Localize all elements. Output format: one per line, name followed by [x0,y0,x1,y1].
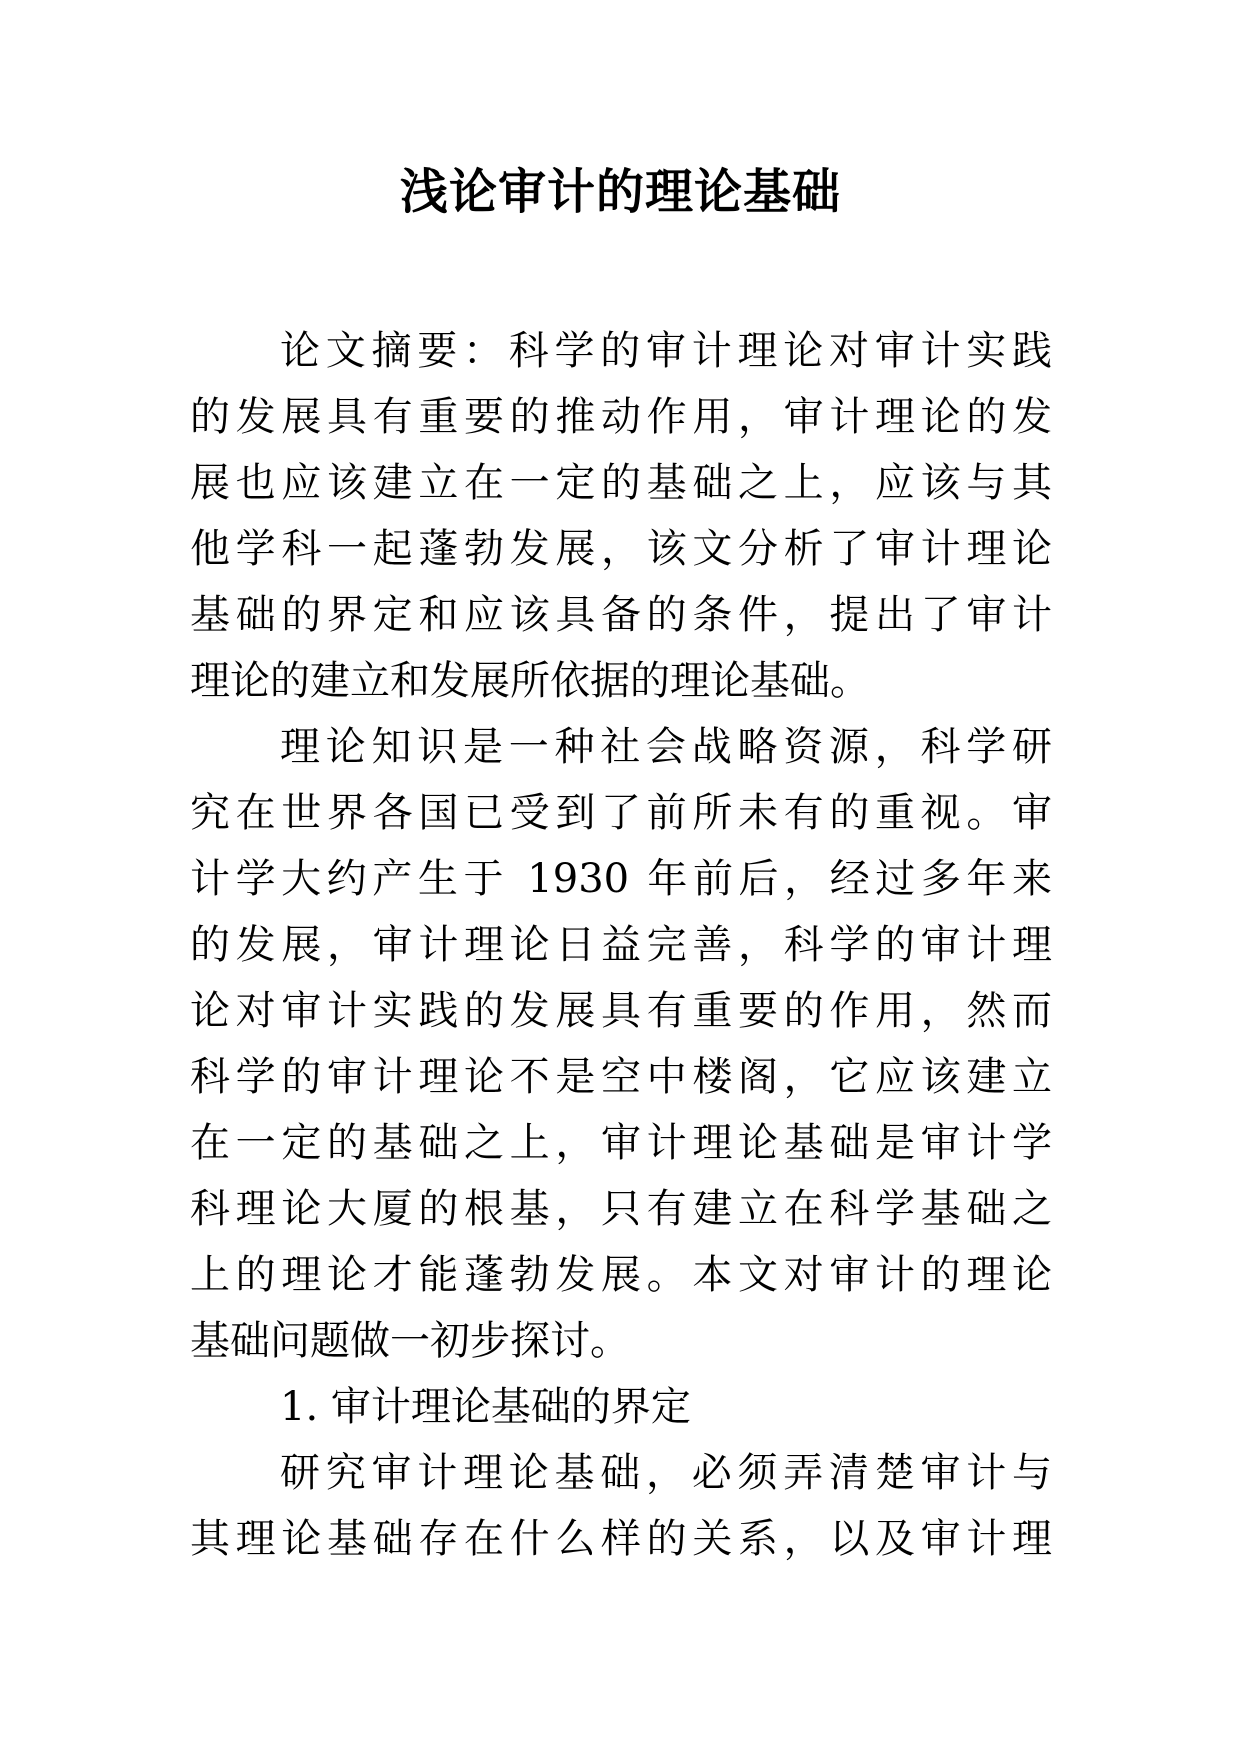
body-line: 计学大约产生于 1930 年前后，经过多年来 [190,856,1052,902]
body-line: 他学科一起蓬勃发展，该文分析了审计理论 [190,526,1052,572]
body-line: 论文摘要：科学的审计理论对审计实践 [280,328,1052,374]
body-line: 1. 审计理论基础的界定 [280,1384,691,1430]
body-line: 上的理论才能蓬勃发展。本文对审计的理论 [190,1252,1052,1298]
document-body [190,318,1052,1572]
body-line: 在一定的基础之上，审计理论基础是审计学 [190,1120,1052,1166]
body-line: 理论知识是一种社会战略资源，科学研 [280,724,1052,770]
body-line: 研究审计理论基础，必须弄清楚审计与 [280,1450,1052,1496]
body-line: 科理论大厦的根基，只有建立在科学基础之 [190,1186,1052,1232]
body-line: 的发展，审计理论日益完善，科学的审计理 [190,922,1052,968]
document-title: 浅论审计的理论基础 [399,164,841,220]
body-line: 理论的建立和发展所依据的理论基础。 [190,658,870,704]
body-line: 展也应该建立在一定的基础之上，应该与其 [190,460,1052,506]
body-line: 科学的审计理论不是空中楼阁，它应该建立 [190,1054,1052,1100]
body-line: 论对审计实践的发展具有重要的作用，然而 [190,988,1052,1034]
body-line: 究在世界各国已受到了前所未有的重视。审 [190,790,1052,836]
body-line: 基础问题做一初步探讨。 [190,1318,630,1364]
body-line: 的发展具有重要的推动作用，审计理论的发 [190,394,1052,440]
body-line: 其理论基础存在什么样的关系，以及审计理 [190,1516,1052,1562]
body-line: 基础的界定和应该具备的条件，提出了审计 [190,592,1052,638]
